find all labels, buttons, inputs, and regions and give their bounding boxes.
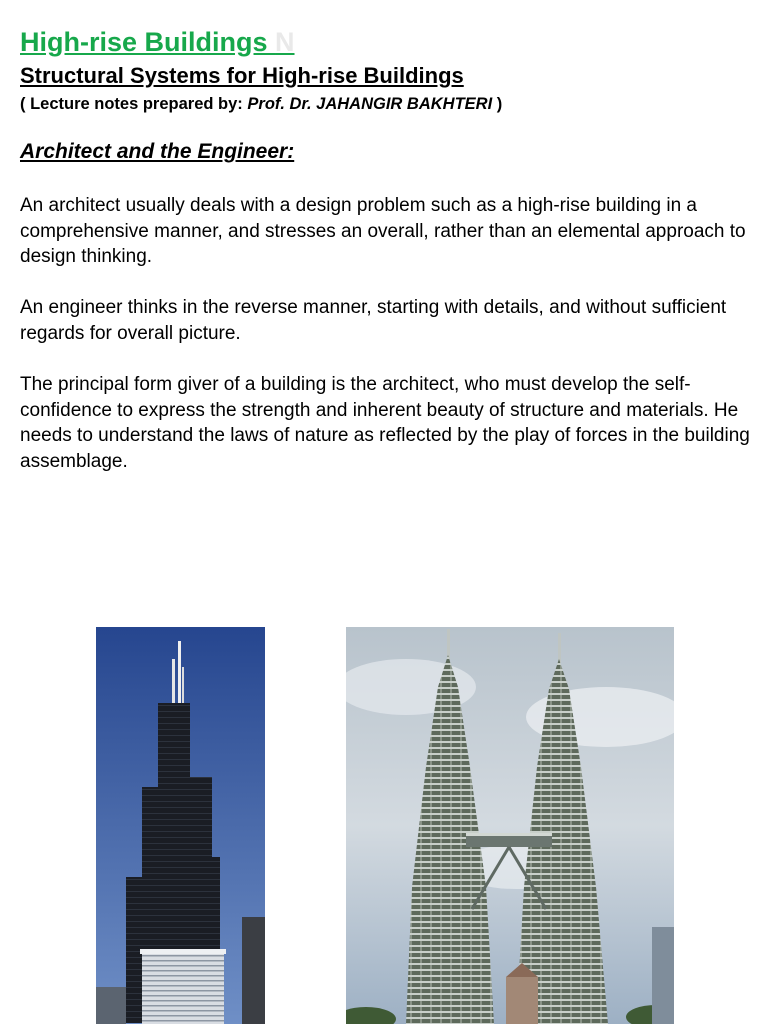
credit-author: Prof. Dr. JAHANGIR BAKHTERI (247, 95, 493, 113)
document-title (20, 27, 295, 58)
paragraph-form-giver: The principal form giver of a building is the architect, who must develop the self-confidence to express the strength and inherent beauty of structure and materials. He needs to understand the laws of nature as reflected by the play of forces in the building assemblage. (20, 374, 750, 472)
section-heading: Architect and the Engineer: (20, 140, 295, 163)
title-ghost-letter: N (275, 27, 295, 57)
sears-tower-photo (96, 627, 265, 1024)
petronas-towers-photo (346, 627, 674, 1024)
paragraph-engineer: An engineer thinks in the reverse manner, starting with details, and without sufficient regards for overall picture. (20, 297, 727, 344)
paragraph-architect: An architect usually deals with a design problem such as a high-rise building in a comprehensive manner, and stresses an overall, rather than an elemental approach to design thinking. (20, 195, 746, 267)
sears-tower-illustration (96, 627, 265, 1024)
petronas-towers-illustration (346, 627, 674, 1024)
credit-suffix: ) (492, 95, 503, 113)
document-title-text: High-rise Buildings (20, 27, 276, 57)
lecture-credit (20, 95, 502, 114)
credit-prefix: ( Lecture notes prepared by: (20, 95, 248, 113)
document-subtitle: Structural Systems for High-rise Buildings (20, 63, 464, 88)
